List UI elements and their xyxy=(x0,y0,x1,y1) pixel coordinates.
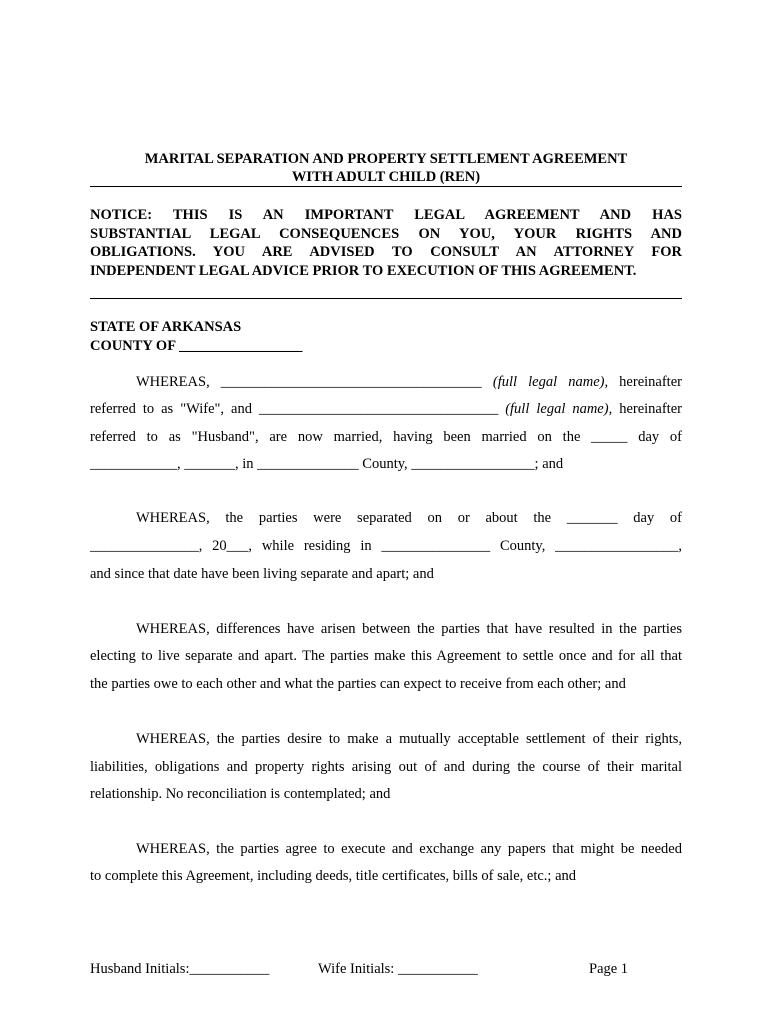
notice-line: NOTICE: THIS IS AN IMPORTANT LEGAL AGREEMENT AND HAS xyxy=(90,207,682,223)
notice-block xyxy=(90,206,682,280)
paragraph-line: WHEREAS, the parties desire to make a mutually acceptable settlement of their rights, xyxy=(136,731,682,747)
paragraph-line xyxy=(90,399,682,419)
notice-line: INDEPENDENT LEGAL ADVICE PRIOR TO EXECUTION OF THIS AGREEMENT. xyxy=(90,262,637,279)
paragraph-line: ____________, _______, in ______________ County, _________________; and xyxy=(90,456,564,472)
state-heading: STATE OF ARKANSAS xyxy=(90,319,242,335)
text-run: hereinafter xyxy=(608,374,682,390)
paragraph-line: the parties owe to each other and what the parties can expect to receive from each other; and xyxy=(90,676,626,692)
paragraph-line: to complete this Agreement, including deeds, title certificates, bills of sale, etc.; and xyxy=(90,868,577,884)
wife-initials-field[interactable]: Wife Initials: ___________ xyxy=(318,961,478,977)
paragraph-line: WHEREAS, differences have arisen between the parties that have resulted in the parties xyxy=(136,621,682,637)
husband-initials-field[interactable]: Husband Initials:___________ xyxy=(90,961,270,977)
paragraph-line: liabilities, obligations and property rights arising out of and during the course of their marital xyxy=(90,759,682,775)
text-run: referred to as "Wife", and _________________________________ xyxy=(90,401,506,417)
paragraph-line: and since that date have been living separate and apart; and xyxy=(90,566,434,582)
paragraph-line: referred to as "Husband", are now married, having been married on the _____ day of xyxy=(90,429,682,445)
paragraph-line: relationship. No reconciliation is contemplated; and xyxy=(90,786,391,802)
paragraph-line: WHEREAS, the parties were separated on or about the _______ day of xyxy=(136,510,682,526)
text-run: WHEREAS, ____________________________________ xyxy=(136,374,493,390)
italic-run: (full legal name), xyxy=(492,374,609,390)
county-heading: COUNTY OF _________________ xyxy=(90,338,303,354)
notice-line: OBLIGATIONS. YOU ARE ADVISED TO CONSULT AN ATTORNEY FOR xyxy=(90,244,682,261)
notice-divider xyxy=(90,298,682,299)
page-number: Page 1 xyxy=(589,961,629,977)
text-run: hereinafter xyxy=(612,401,682,417)
paragraph-line: electing to live separate and apart. The parties make this Agreement to settle once and for all that xyxy=(90,648,682,664)
title-divider xyxy=(90,186,682,187)
notice-line: SUBSTANTIAL LEGAL CONSEQUENCES ON YOU, YOUR RIGHTS AND xyxy=(90,225,682,242)
paragraph-line xyxy=(90,372,682,392)
document-title-line1: MARITAL SEPARATION AND PROPERTY SETTLEMENT AGREEMENT xyxy=(144,151,628,167)
italic-run: (full legal name), xyxy=(505,401,613,417)
document-title-line2: WITH ADULT CHILD (REN) xyxy=(291,169,481,185)
paragraph-line: _______________, 20___, while residing in _______________ County, _________________, xyxy=(90,538,682,554)
paragraph-line: WHEREAS, the parties agree to execute and exchange any papers that might be needed xyxy=(136,841,682,857)
